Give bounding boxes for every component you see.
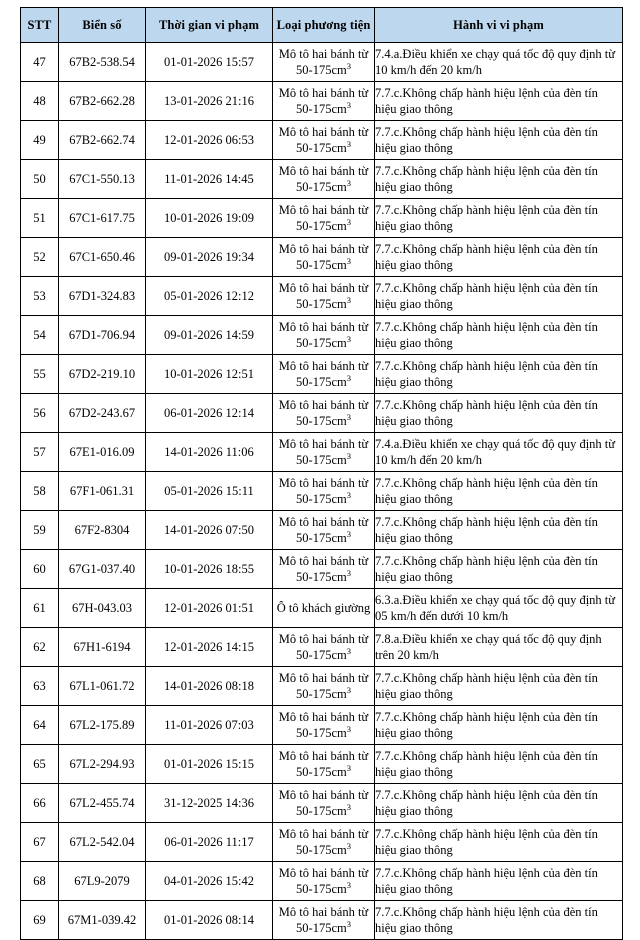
cell-stt: 60 [21,550,59,589]
table-row [21,550,623,589]
cell-violation-description: 7.7.c.Không chấp hành hiệu lệnh của đèn tín hiệu giao thông [375,394,623,433]
cell-vehicle-type [273,160,375,199]
vehicle-type-line-2 [273,920,374,936]
vehicle-type-superscript: 3 [346,99,351,110]
cell-plate-number: 67D2-243.67 [59,394,146,433]
vehicle-type-line-1: Mô tô hai bánh từ [278,358,369,373]
cell-violation-time: 14-01-2026 07:50 [146,511,273,550]
cell-violation-description: 7.4.a.Điều khiển xe chạy quá tốc độ quy định từ 10 km/h đến 20 km/h [375,433,623,472]
cell-plate-number: 67G1-037.40 [59,550,146,589]
cell-stt: 57 [21,433,59,472]
cell-violation-time: 11-01-2026 07:03 [146,706,273,745]
cell-violation-description: 7.7.c.Không chấp hành hiệu lệnh của đèn tín hiệu giao thông [375,823,623,862]
vehicle-type-line-2 [273,647,374,663]
cell-vehicle-type [273,667,375,706]
vehicle-type-superscript: 3 [346,294,351,305]
cell-plate-number: 67F1-061.31 [59,472,146,511]
vehicle-type-capacity: 50-175cm [296,336,347,350]
vehicle-type-line-1: Mô tô hai bánh từ [278,826,369,841]
vehicle-type-line-1: Mô tô hai bánh từ [278,319,369,334]
vehicle-type-superscript: 3 [346,372,351,383]
cell-plate-number: 67C1-650.46 [59,238,146,277]
table-row [21,667,623,706]
vehicle-type-capacity: 50-175cm [296,375,347,389]
cell-violation-time: 05-01-2026 15:11 [146,472,273,511]
vehicle-type-superscript: 3 [346,684,351,695]
cell-violation-description: 7.7.c.Không chấp hành hiệu lệnh của đèn tín hiệu giao thông [375,316,623,355]
vehicle-type-superscript: 3 [346,489,351,500]
vehicle-type-capacity: 50-175cm [296,843,347,857]
cell-violation-time: 09-01-2026 19:34 [146,238,273,277]
vehicle-type-superscript: 3 [346,528,351,539]
vehicle-type-capacity: 50-175cm [296,102,347,116]
table-row [21,394,623,433]
cell-violation-description: 7.7.c.Không chấp hành hiệu lệnh của đèn tín hiệu giao thông [375,901,623,940]
cell-violation-description: 7.7.c.Không chấp hành hiệu lệnh của đèn tín hiệu giao thông [375,745,623,784]
vehicle-type-line-1: Mô tô hai bánh từ [278,436,369,451]
cell-vehicle-type [273,784,375,823]
vehicle-type-line-1: Mô tô hai bánh từ [278,397,369,412]
table-row [21,199,623,238]
vehicle-type-line-2 [273,881,374,897]
cell-vehicle-type [273,121,375,160]
cell-plate-number: 67B2-662.28 [59,82,146,121]
vehicle-type-line-2 [273,530,374,546]
cell-violation-description: 7.7.c.Không chấp hành hiệu lệnh của đèn tín hiệu giao thông [375,199,623,238]
cell-violation-time: 12-01-2026 06:53 [146,121,273,160]
cell-vehicle-type [273,316,375,355]
vehicle-type-superscript: 3 [346,411,351,422]
cell-violation-description: 7.7.c.Không chấp hành hiệu lệnh của đèn tín hiệu giao thông [375,706,623,745]
cell-plate-number: 67L2-455.74 [59,784,146,823]
vehicle-type-capacity: 50-175cm [296,141,347,155]
vehicle-type-line-2 [273,101,374,117]
vehicle-type-line-2 [273,803,374,819]
vehicle-type-line-2 [273,413,374,429]
column-header-vehicle-type: Loại phương tiện [273,8,375,43]
table-row [21,277,623,316]
vehicle-type-line-2 [273,335,374,351]
vehicle-type-line-1: Mô tô hai bánh từ [278,748,369,763]
vehicle-type-capacity: 50-175cm [296,687,347,701]
cell-vehicle-type [273,277,375,316]
vehicle-type-line-1: Mô tô hai bánh từ [278,709,369,724]
vehicle-type-capacity: 50-175cm [296,414,347,428]
cell-vehicle-type [273,511,375,550]
table-row [21,43,623,82]
cell-violation-description: 7.7.c.Không chấp hành hiệu lệnh của đèn tín hiệu giao thông [375,472,623,511]
cell-stt: 50 [21,160,59,199]
vehicle-type-line-2 [273,218,374,234]
vehicle-type-line-2 [273,842,374,858]
cell-violation-description: 6.3.a.Điều khiển xe chạy quá tốc độ quy định từ 05 km/h đến dưới 10 km/h [375,589,623,628]
table-header [21,8,623,43]
table-row [21,472,623,511]
cell-stt: 49 [21,121,59,160]
vehicle-type-line-1: Mô tô hai bánh từ [278,631,369,646]
cell-violation-time: 01-01-2026 15:57 [146,43,273,82]
violations-table [20,7,623,940]
cell-violation-description: 7.4.a.Điều khiển xe chạy quá tốc độ quy định từ 10 km/h đến 20 km/h [375,43,623,82]
vehicle-type-capacity: 50-175cm [296,765,347,779]
table-row [21,160,623,199]
cell-vehicle-type [273,199,375,238]
cell-vehicle-type [273,589,375,628]
cell-violation-time: 12-01-2026 14:15 [146,628,273,667]
table-row [21,82,623,121]
cell-stt: 52 [21,238,59,277]
cell-stt: 65 [21,745,59,784]
vehicle-type-capacity: 50-175cm [296,453,347,467]
vehicle-type-superscript: 3 [346,60,351,71]
cell-violation-time: 14-01-2026 08:18 [146,667,273,706]
vehicle-type-line-2 [273,296,374,312]
cell-violation-time: 11-01-2026 14:45 [146,160,273,199]
cell-plate-number: 67M1-039.42 [59,901,146,940]
vehicle-type-capacity: 50-175cm [296,219,347,233]
vehicle-type-capacity: 50-175cm [296,804,347,818]
cell-violation-description: 7.7.c.Không chấp hành hiệu lệnh của đèn tín hiệu giao thông [375,784,623,823]
violations-table-container [20,7,622,940]
cell-stt: 63 [21,667,59,706]
cell-vehicle-type [273,355,375,394]
vehicle-type-superscript: 3 [346,645,351,656]
vehicle-type-line-1: Mô tô hai bánh từ [278,85,369,100]
cell-vehicle-type [273,472,375,511]
vehicle-type-line-1: Mô tô hai bánh từ [278,46,369,61]
vehicle-type-superscript: 3 [346,879,351,890]
cell-violation-time: 09-01-2026 14:59 [146,316,273,355]
vehicle-type-line-2 [273,62,374,78]
vehicle-type-superscript: 3 [346,762,351,773]
cell-stt: 59 [21,511,59,550]
vehicle-type-line-2 [273,374,374,390]
cell-stt: 48 [21,82,59,121]
table-row [21,316,623,355]
cell-plate-number: 67B2-662.74 [59,121,146,160]
cell-stt: 55 [21,355,59,394]
vehicle-type-line-1: Mô tô hai bánh từ [278,163,369,178]
cell-plate-number: 67L9-2079 [59,862,146,901]
cell-vehicle-type [273,862,375,901]
table-row [21,511,623,550]
column-header-violation: Hành vi vi phạm [375,8,623,43]
table-row [21,784,623,823]
cell-vehicle-type [273,550,375,589]
cell-vehicle-type [273,628,375,667]
cell-vehicle-type [273,823,375,862]
cell-violation-time: 10-01-2026 12:51 [146,355,273,394]
vehicle-type-superscript: 3 [346,567,351,578]
vehicle-type-superscript: 3 [346,333,351,344]
vehicle-type-line-1: Mô tô hai bánh từ [278,241,369,256]
cell-violation-time: 10-01-2026 19:09 [146,199,273,238]
vehicle-type-line-1: Mô tô hai bánh từ [278,904,369,919]
vehicle-type-capacity: 50-175cm [296,531,347,545]
table-header-row [21,8,623,43]
vehicle-type-line-1: Mô tô hai bánh từ [278,514,369,529]
cell-stt: 66 [21,784,59,823]
vehicle-type-line-2 [273,491,374,507]
cell-plate-number: 67B2-538.54 [59,43,146,82]
cell-plate-number: 67C1-617.75 [59,199,146,238]
cell-vehicle-type [273,238,375,277]
table-row [21,862,623,901]
vehicle-type-line-1: Mô tô hai bánh từ [278,475,369,490]
vehicle-type-superscript: 3 [346,216,351,227]
vehicle-type-line-1: Mô tô hai bánh từ [278,553,369,568]
cell-vehicle-type [273,433,375,472]
vehicle-type-line-1: Mô tô hai bánh từ [278,670,369,685]
cell-violation-time: 04-01-2026 15:42 [146,862,273,901]
vehicle-type-capacity: 50-175cm [296,63,347,77]
cell-violation-time: 01-01-2026 08:14 [146,901,273,940]
cell-stt: 47 [21,43,59,82]
cell-violation-description: 7.7.c.Không chấp hành hiệu lệnh của đèn tín hiệu giao thông [375,160,623,199]
cell-stt: 67 [21,823,59,862]
table-row [21,745,623,784]
cell-violation-description: 7.7.c.Không chấp hành hiệu lệnh của đèn tín hiệu giao thông [375,667,623,706]
vehicle-type-line-2 [273,179,374,195]
table-row [21,355,623,394]
cell-violation-time: 06-01-2026 12:14 [146,394,273,433]
vehicle-type-superscript: 3 [346,801,351,812]
vehicle-type-superscript: 3 [346,918,351,929]
vehicle-type-superscript: 3 [346,255,351,266]
vehicle-type-line-1: Mô tô hai bánh từ [278,202,369,217]
vehicle-type-line-1: Mô tô hai bánh từ [278,865,369,880]
cell-vehicle-type [273,82,375,121]
table-row [21,121,623,160]
cell-stt: 56 [21,394,59,433]
cell-violation-description: 7.7.c.Không chấp hành hiệu lệnh của đèn tín hiệu giao thông [375,121,623,160]
vehicle-type-capacity: 50-175cm [296,726,347,740]
table-row [21,823,623,862]
cell-violation-time: 01-01-2026 15:15 [146,745,273,784]
cell-plate-number: 67D2-219.10 [59,355,146,394]
cell-stt: 53 [21,277,59,316]
vehicle-type-capacity: 50-175cm [296,648,347,662]
vehicle-type-capacity: 50-175cm [296,882,347,896]
vehicle-type-line-2 [273,764,374,780]
table-row [21,901,623,940]
cell-violation-time: 12-01-2026 01:51 [146,589,273,628]
cell-plate-number: 67L2-294.93 [59,745,146,784]
table-row [21,706,623,745]
cell-vehicle-type [273,394,375,433]
vehicle-type-capacity: 50-175cm [296,492,347,506]
cell-vehicle-type [273,706,375,745]
vehicle-type-capacity: 50-175cm [296,570,347,584]
cell-violation-description: 7.7.c.Không chấp hành hiệu lệnh của đèn tín hiệu giao thông [375,862,623,901]
cell-violation-time: 31-12-2025 14:36 [146,784,273,823]
vehicle-type-line-2 [273,686,374,702]
cell-plate-number: 67D1-324.83 [59,277,146,316]
vehicle-type-line-1: Mô tô hai bánh từ [278,787,369,802]
cell-plate-number: 67H-043.03 [59,589,146,628]
cell-stt: 69 [21,901,59,940]
table-row [21,589,623,628]
cell-plate-number: 67F2-8304 [59,511,146,550]
vehicle-type-superscript: 3 [346,840,351,851]
table-body [21,43,623,940]
cell-violation-time: 13-01-2026 21:16 [146,82,273,121]
cell-plate-number: 67L1-061.72 [59,667,146,706]
table-row [21,628,623,667]
cell-plate-number: 67C1-550.13 [59,160,146,199]
column-header-plate: Biển số [59,8,146,43]
cell-plate-number: 67L2-175.89 [59,706,146,745]
column-header-time: Thời gian vi phạm [146,8,273,43]
cell-vehicle-type [273,901,375,940]
cell-violation-description: 7.7.c.Không chấp hành hiệu lệnh của đèn tín hiệu giao thông [375,511,623,550]
vehicle-type-line-1: Ô tô khách giường [276,600,371,615]
cell-violation-description: 7.7.c.Không chấp hành hiệu lệnh của đèn tín hiệu giao thông [375,82,623,121]
cell-vehicle-type [273,43,375,82]
vehicle-type-capacity: 50-175cm [296,258,347,272]
cell-stt: 58 [21,472,59,511]
cell-violation-description: 7.8.a.Điều khiển xe chạy quá tốc độ quy định trên 20 km/h [375,628,623,667]
vehicle-type-capacity: 50-175cm [296,180,347,194]
cell-stt: 54 [21,316,59,355]
cell-vehicle-type [273,745,375,784]
vehicle-type-line-2 [273,569,374,585]
cell-stt: 68 [21,862,59,901]
cell-violation-time: 06-01-2026 11:17 [146,823,273,862]
vehicle-type-line-2 [273,140,374,156]
cell-plate-number: 67E1-016.09 [59,433,146,472]
table-row [21,433,623,472]
cell-stt: 64 [21,706,59,745]
vehicle-type-superscript: 3 [346,177,351,188]
cell-violation-description: 7.7.c.Không chấp hành hiệu lệnh của đèn tín hiệu giao thông [375,238,623,277]
cell-violation-description: 7.7.c.Không chấp hành hiệu lệnh của đèn tín hiệu giao thông [375,355,623,394]
vehicle-type-capacity: 50-175cm [296,921,347,935]
vehicle-type-superscript: 3 [346,450,351,461]
vehicle-type-capacity: 50-175cm [296,297,347,311]
vehicle-type-line-2 [273,452,374,468]
vehicle-type-line-1: Mô tô hai bánh từ [278,124,369,139]
cell-violation-description: 7.7.c.Không chấp hành hiệu lệnh của đèn tín hiệu giao thông [375,277,623,316]
cell-stt: 61 [21,589,59,628]
cell-plate-number: 67D1-706.94 [59,316,146,355]
vehicle-type-superscript: 3 [346,723,351,734]
cell-plate-number: 67H1-6194 [59,628,146,667]
cell-stt: 51 [21,199,59,238]
cell-violation-description: 7.7.c.Không chấp hành hiệu lệnh của đèn tín hiệu giao thông [375,550,623,589]
vehicle-type-line-2 [273,725,374,741]
vehicle-type-superscript: 3 [346,138,351,149]
column-header-stt: STT [21,8,59,43]
cell-violation-time: 10-01-2026 18:55 [146,550,273,589]
table-row [21,238,623,277]
cell-stt: 62 [21,628,59,667]
vehicle-type-line-1: Mô tô hai bánh từ [278,280,369,295]
cell-violation-time: 14-01-2026 11:06 [146,433,273,472]
cell-plate-number: 67L2-542.04 [59,823,146,862]
cell-violation-time: 05-01-2026 12:12 [146,277,273,316]
vehicle-type-line-2 [273,257,374,273]
